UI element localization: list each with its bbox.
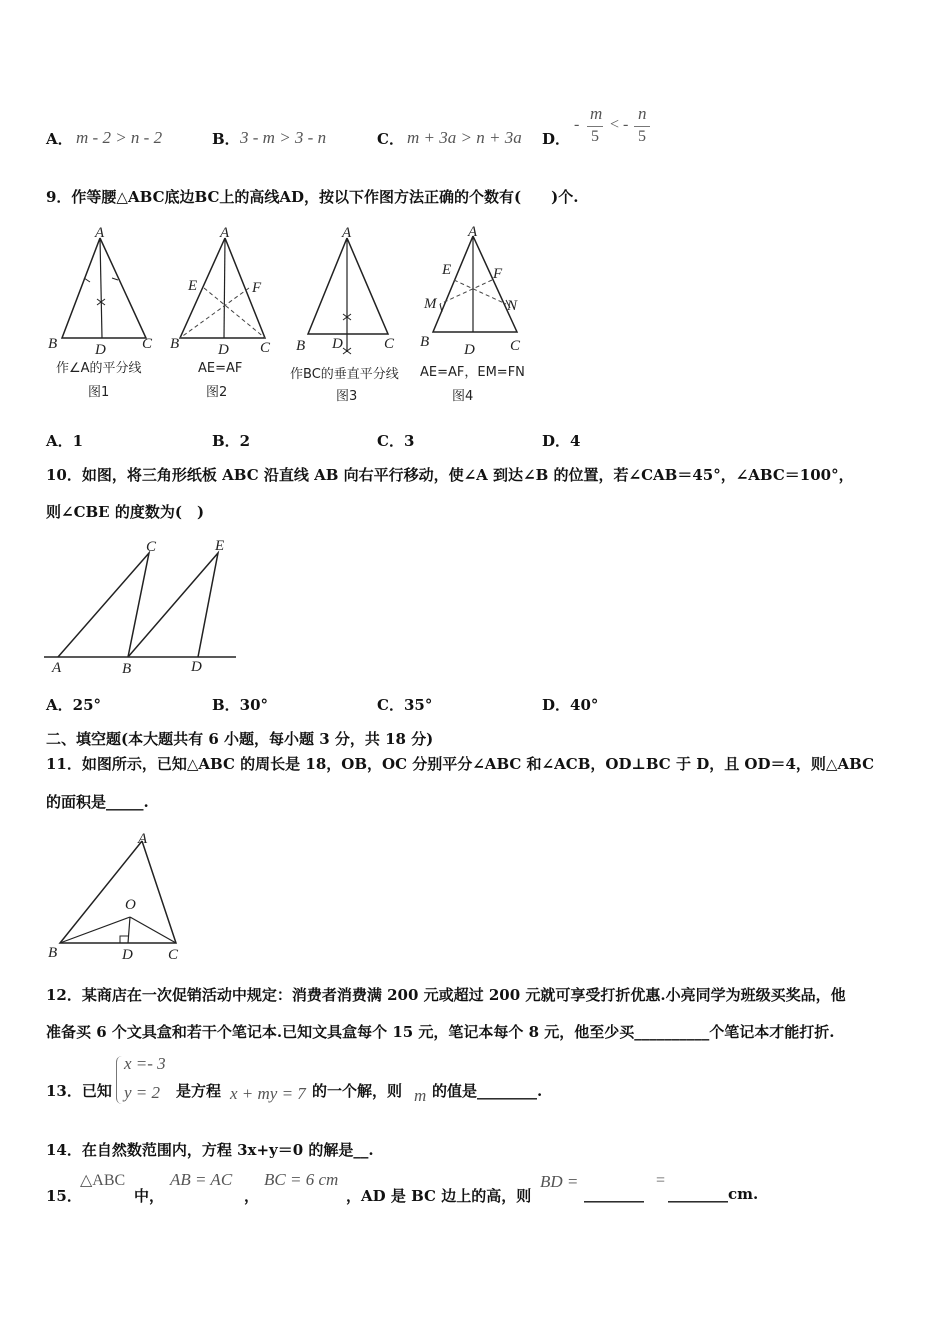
q13-system-eq-2: y = 2 (124, 1083, 161, 1102)
fig2-label-f: F (252, 280, 262, 296)
q9-stem: 9．作等腰△ABC底边BC上的高线AD，按以下作图方法正确的个数有( )个. (46, 188, 579, 206)
q15-blank-1: ________ (584, 1185, 644, 1203)
q15-blank-2: ________cm. (668, 1185, 759, 1203)
q9-option-b: B．2 (212, 432, 251, 450)
q11-label-d: D (122, 947, 133, 963)
q8-option-d-label: D． (542, 130, 571, 148)
q8-d-mid: < - (610, 116, 629, 133)
q10-line-1: 10．如图，将三角形纸板 ABC 沿直线 AB 向右平行移动，使∠A 到达∠B 的位置，若∠CAB＝45°，∠ABC＝100°， (46, 466, 854, 484)
q13-variable: m (414, 1086, 427, 1105)
q15-triangle: △ABC (80, 1172, 126, 1189)
q11-label-a: A (138, 831, 148, 847)
fig1-label-d: D (95, 342, 106, 358)
q8-d-num2: n (638, 104, 647, 123)
fig1-number: 图1 (88, 385, 110, 400)
q9-figure-4 (420, 224, 525, 404)
q9-figure-2 (170, 225, 271, 400)
fig4-label-m: M (424, 296, 437, 312)
fig3-label-c: C (384, 336, 395, 352)
fig2-label-e: E (188, 278, 198, 294)
fig1-label-c: C (142, 336, 153, 352)
q13-system-eq-1: x =- 3 (124, 1054, 166, 1073)
fig3-label-b: B (296, 338, 306, 354)
fig2-label-c: C (260, 340, 271, 356)
q8-option-b-expr: 3 - m > 3 - n (240, 128, 327, 147)
q11-line-2: 的面积是_____. (46, 793, 149, 811)
q10-line-2: 则∠CBE 的度数为( ) (46, 503, 205, 521)
q15-text-2: ， (244, 1187, 260, 1205)
fig4-number: 图4 (452, 389, 474, 404)
fig1-label-a: A (95, 225, 105, 241)
q10-figure (40, 535, 250, 680)
q10-label-b: B (122, 661, 132, 677)
q11-label-c: C (168, 947, 179, 963)
q9-option-a: A．1 (46, 432, 84, 450)
q8-option-a-expr: m - 2 > n - 2 (76, 128, 163, 147)
q10-label-d: D (191, 659, 202, 675)
fig4-label-e: E (442, 262, 452, 278)
q13-suffix: 的值是________. (432, 1082, 543, 1100)
fig2-label-d: D (218, 342, 229, 358)
q8-d-num1: m (590, 104, 603, 123)
q10-option-a: A．25° (46, 696, 102, 714)
q8-option-c-expr: m + 3a > n + 3a (407, 128, 522, 147)
q11-line-1: 11．如图所示，已知△ABC 的周长是 18，OB，OC 分别平分∠ABC 和∠ACB，OD⊥BC 于 D，且 OD＝4，则△ABC (46, 755, 875, 773)
q10-option-d: D．40° (542, 696, 599, 714)
q8-d-den2: 5 (638, 128, 646, 145)
q13-equation: x + my = 7 (230, 1084, 306, 1103)
q13-mid: 是方程 (176, 1082, 222, 1100)
fig4-label-c: C (510, 338, 521, 354)
fig1-caption: 作∠A的平分线 (56, 361, 142, 376)
q10-label-e: E (215, 538, 225, 554)
q15-equals: = (656, 1172, 666, 1189)
q10-label-a: A (52, 660, 62, 676)
q15-expr-bc: BC = 6 cm (264, 1170, 339, 1189)
q12-line-1: 12．某商店在一次促销活动中规定：消费者消费满 200 元或超过 200 元就可享受打折优惠.小亮同学为班级买奖品，他 (46, 986, 846, 1004)
fig3-label-a: A (342, 225, 352, 241)
q11-figure (40, 825, 190, 965)
q15-text-1: 中， (134, 1187, 165, 1205)
q8-option-c-label: C． (377, 130, 404, 148)
fig4-label-d: D (464, 342, 475, 358)
q12-line-2: 准备买 6 个文具盒和若干个笔记本.已知文具盒每个 15 元，笔记本每个 8 元，他至少买__________个笔记本才能打折. (46, 1023, 835, 1041)
q10-label-c: C (146, 539, 157, 555)
q15-text-3: ，AD 是 BC 边上的高，则 (346, 1187, 532, 1205)
q13-prefix: 13．已知 (46, 1082, 112, 1100)
q13-mid-2: 的一个解，则 (312, 1082, 403, 1100)
fig2-label-b: B (170, 336, 180, 352)
q8-d-fraction-bar-2 (634, 126, 650, 127)
q8-option-b-label: B． (212, 130, 240, 148)
q10-option-b: B．30° (212, 696, 269, 714)
q14-text: 14．在自然数范围内，方程 3x+y＝0 的解是__. (46, 1141, 374, 1159)
q15-expr-bd: BD = (540, 1172, 579, 1191)
q9-option-d: D．4 (542, 432, 581, 450)
q11-label-o: O (125, 897, 136, 913)
fig4-label-b: B (420, 334, 430, 350)
section-2-heading: 二、填空题(本大题共有 6 小题，每小题 3 分，共 18 分) (46, 730, 434, 748)
q8-option-a-label: A． (46, 130, 73, 148)
fig3-caption: 作BC的垂直平分线 (290, 367, 399, 382)
q9-figure-1 (48, 225, 153, 400)
q10-option-c: C．35° (377, 696, 433, 714)
q15-number: 15． (46, 1187, 82, 1205)
fig2-caption: AE=AF (198, 361, 243, 376)
q8-d-den1: 5 (591, 128, 599, 145)
fig2-number: 图2 (206, 385, 228, 400)
q8-d-fraction-bar-1 (587, 126, 603, 127)
q9-figures (40, 220, 560, 410)
q8-d-minus: - (574, 116, 580, 133)
fig1-label-b: B (48, 336, 58, 352)
fig4-label-a: A (468, 224, 478, 240)
q15-expr-ab-ac: AB = AC (170, 1170, 233, 1189)
fig4-label-n: N (507, 298, 518, 314)
q9-figure-3 (290, 225, 399, 404)
q11-label-b: B (48, 945, 58, 961)
fig3-label-d: D (332, 336, 343, 352)
fig3-number: 图3 (336, 389, 358, 404)
fig4-caption: AE=AF，EM=FN (420, 365, 525, 380)
q13-brace (116, 1056, 123, 1104)
q9-option-c: C．3 (377, 432, 415, 450)
fig2-label-a: A (220, 225, 230, 241)
fig4-label-f: F (493, 266, 503, 282)
